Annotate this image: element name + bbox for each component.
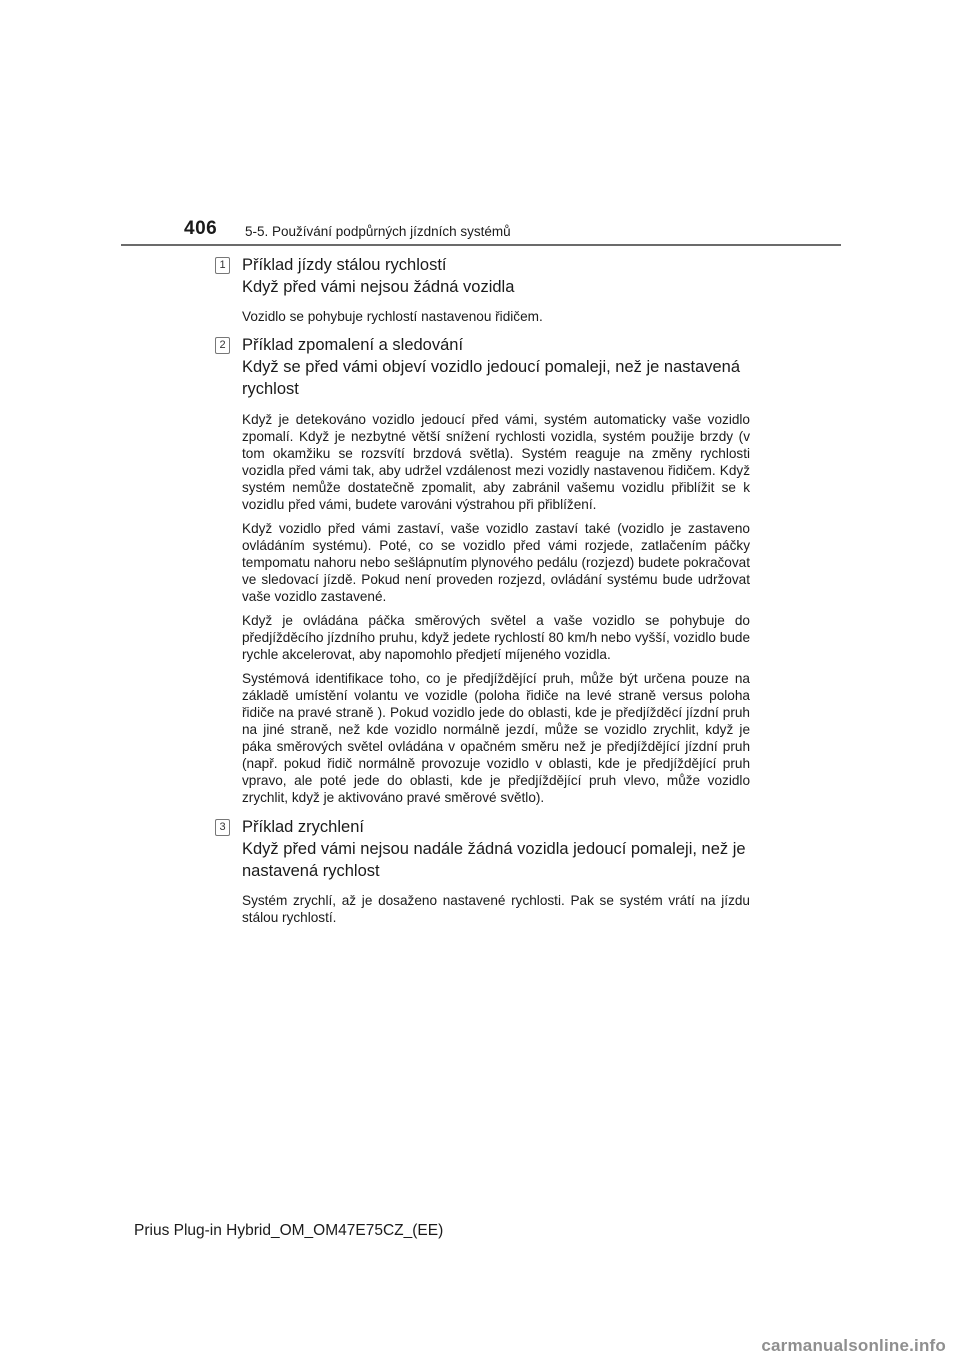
item-1 — [219, 254, 750, 325]
item-paragraph-2-3: Když je ovládána páčka směrových světel a vaše vozidlo se pohybuje do předjížděcího jízdního pruhu, když jedete rychlostí 80 km/h nebo vyšší, vozidlo bude rychle akcelerovat, aby napomohlo předjetí míjeného vozidla. — [242, 613, 750, 662]
item-paragraph-1-1: Vozidlo se pohybuje rychlostí nastavenou řidičem. — [242, 309, 543, 324]
item-subtitle-3: Když před vámi nejsou nadále žádná vozidla jedoucí pomaleji, než je nastavená rychlost — [242, 840, 746, 880]
watermark-link[interactable]: carmanualsonline.info — [761, 1336, 946, 1355]
item-marker-1: 1 — [215, 257, 230, 274]
content — [219, 254, 750, 926]
item-paragraph-2-1: Když je detekováno vozidlo jedoucí před vámi, systém automaticky vaše vozidlo zpomalí. Když je nezbytné větší snížení rychlosti vozidla, systém použije brzdy (v tom okamžiku se rozsvítí brzdová světla). Systém reaguje na změny rychlosti vozidla před vámi tak, aby udržel vzdálenost mezi vozidly nastavenou řidičem. Když systém nemůže dostatečně zpomalit, aby zabránil vašemu vozidlu přiblížit se k vozidlu před vámi, budete varováni výstrahou při přiblížení. — [242, 412, 750, 512]
item-subtitle-1: Když před vámi nejsou žádná vozidla — [242, 278, 515, 296]
item-title-2: Příklad zpomalení a sledování — [242, 336, 464, 354]
footer-document-id: Prius Plug-in Hybrid_OM_OM47E75CZ_(EE) — [134, 1222, 444, 1239]
item-title-1: Příklad jízdy stálou rychlostí — [242, 256, 447, 274]
item-2 — [219, 334, 750, 806]
item-paragraph-2-4: Systémová identifikace toho, co je předjíždějící pruh, může být určena pouze na základě umístění volantu ve vozidle (poloha řidiče na levé straně versus poloha řidiče na pravé straně ). Pokud vozidlo jede do oblasti, kde je předjížděcí jízdní pruh na jiné straně, než kde vozidlo normálně jezdí, může se vozidlo zrychlit, když je páka směrových světel ovládána v opačném směru než je předjíždějící jízdní pruh (např. pokud řidič normálně provozuje vozidlo v oblasti, kde je předjíždějící pruh vpravo, ale poté jede do oblasti, kde je předjíždějící pruh vlevo, může vozidlo zrychlit, když je aktivováno pravé směrové světlo). — [242, 671, 750, 805]
header-rule — [121, 244, 841, 246]
item-title-3: Příklad zrychlení — [242, 818, 364, 836]
item-3 — [219, 816, 750, 926]
item-paragraph-2-2: Když vozidlo před vámi zastaví, vaše vozidlo zastaví také (vozidlo je zastaveno ovládáním systému). Poté, co se vozidlo před vámi rozjede, zatlačením páčky tempomatu nahoru nebo sešlápnutím plynového pedálu (rozjezd) budete pokračovat ve sledovací jízdě. Pokud není proveden rozjezd, ovládání systému bude udržovat vaše vozidlo zastavené. — [242, 521, 750, 604]
item-marker-3: 3 — [215, 819, 230, 836]
item-subtitle-2: Když se před vámi objeví vozidlo jedoucí pomaleji, než je nastavená rychlost — [242, 358, 741, 398]
page-number: 406 — [184, 218, 218, 239]
item-paragraph-3-1: Systém zrychlí, až je dosaženo nastavené rychlosti. Pak se systém vrátí na jízdu stálou rychlostí. — [242, 893, 750, 925]
item-marker-2: 2 — [215, 337, 230, 354]
section-title: 5-5. Používání podpůrných jízdních systémů — [245, 224, 511, 239]
